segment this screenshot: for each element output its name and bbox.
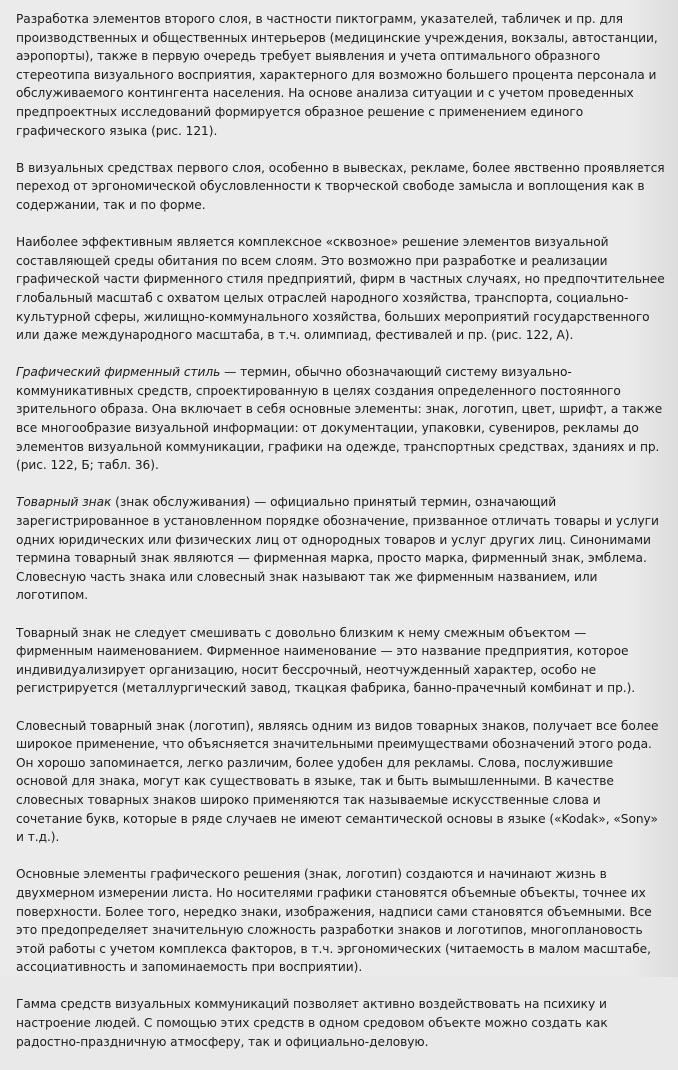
- term-graphic-style: Графический фирменный стиль: [16, 365, 221, 380]
- paragraph-1: Разработка элементов второго слоя, в частности пиктограмм, указателей, табличек и пр. для производственных и общественных интерьеров (медицинские учреждения, вокзалы, автостанции, аэропорты), также в первую очередь требует выявления и учета оптимального образного стереотипа визуального восприятия, характерного для возможно большего процента персонала и обслуживаемого контингента населения. На основе анализа ситуации и с учетом проведенных предпроектных исследований формируется образное решение с применением единого графического языка (рис. 121).: [16, 12, 658, 138]
- paragraph-6: Товарный знак не следует смешивать с довольно близким к нему смежным объектом — фирменным наименованием. Фирменное наименование — это название предприятия, которое индивидуализирует организацию, носит бессрочный, неотчужденный характер, особо не регистрируется (металлургический завод, ткацкая фабрика, банно-прачечный комбинат и пр.).: [16, 625, 636, 696]
- paragraph-4: Графический фирменный стиль — термин, обычно обозначающий систему визуально-коммуникативных средств, спроектированную в целях создания определенного постоянного зрительного образа. Она включает в себя основные элементы: знак, логотип, цвет, шрифт, а также все многообразие визуальной информации: от документации, упаковки, сувениров, рекламы до элементов визуальной коммуникации, графики на одежде, транспортных средствах, зданиях и пр. (рис. 122, Б; табл. 36).: [16, 365, 663, 473]
- paragraph-7: Словесный товарный знак (логотип), являясь одним из видов товарных знаков, получает все более широкое применение, что объясняется значительными преимуществами обозначений этого рода. Он хорошо запоминается, легко различим, более удобен для рекламы. Слова, послужившие основой для знака, могут как существовать в языке, так и быть вымышленными. В качестве словесных товарных знаков широко применяются так называемые искусственные слова и сочетание букв, которые в ряде случаев не имеют семантической основы в языке («Kodak», «Sony» и т.д.).: [16, 718, 659, 845]
- page-text: [16, 10, 666, 1070]
- paragraph-3: Наиболее эффективным является комплексное «сквозное» решение элементов визуальной составляющей среды обитания по всем слоям. Это возможно при разработке и реализации графической части фирменного стиля предприятий, фирм в частных случаях, но предпочтительнее глобальный масштаб с охватом целых отраслей народного хозяйства, транспорта, социально-культурной сферы, жилищно-коммунального хозяйства, больших мероприятий государственного или даже международного масштаба, в т.ч. олимпиад, фестивалей и пр. (рис. 122, А).: [16, 235, 665, 343]
- paragraph-8: Основные элементы графического решения (знак, логотип) создаются и начинают жизнь в двухмерном измерении листа. Но носителями графики становятся объемные объекты, точнее их поверхности. Более того, нередко знаки, изображения, надписи сами становятся объемными. Все это предопределяет значительную сложность разработки знаков и логотипов, многоплановость этой работы с учетом комплекса факторов, в т.ч. эргономических (читаемость в малом масштабе, ассоциативность и запоминаемость при восприятии).: [16, 867, 652, 975]
- term-trademark: Товарный знак: [16, 495, 112, 510]
- paragraph-5: Товарный знак (знак обслуживания) — официально принятый термин, означающий зарегистрированное в установленном порядке обозначение, призванное отличать товары и услуги одних юридических или физических лиц от однородных товаров и услуг других лиц. Синонимами термина товарный знак являются — фирменная марка, просто марка, фирменный знак, эмблема. Словесную часть знака или словесный знак называют так же фирменным названием, или логотипом.: [16, 495, 659, 603]
- paragraph-9: Гамма средств визуальных коммуникаций позволяет активно воздействовать на психику и настроение людей. С помощью этих средств в одном средовом объекте можно создать как радостно-праздничную атмосферу, так и официально-деловую.: [16, 997, 608, 1049]
- paragraph-2: В визуальных средствах первого слоя, особенно в вывесках, рекламе, более явственно проявляется переход от эргономической обусловленности к творческой свободе замысла и воплощения как в содержании, так и по форме.: [16, 160, 665, 212]
